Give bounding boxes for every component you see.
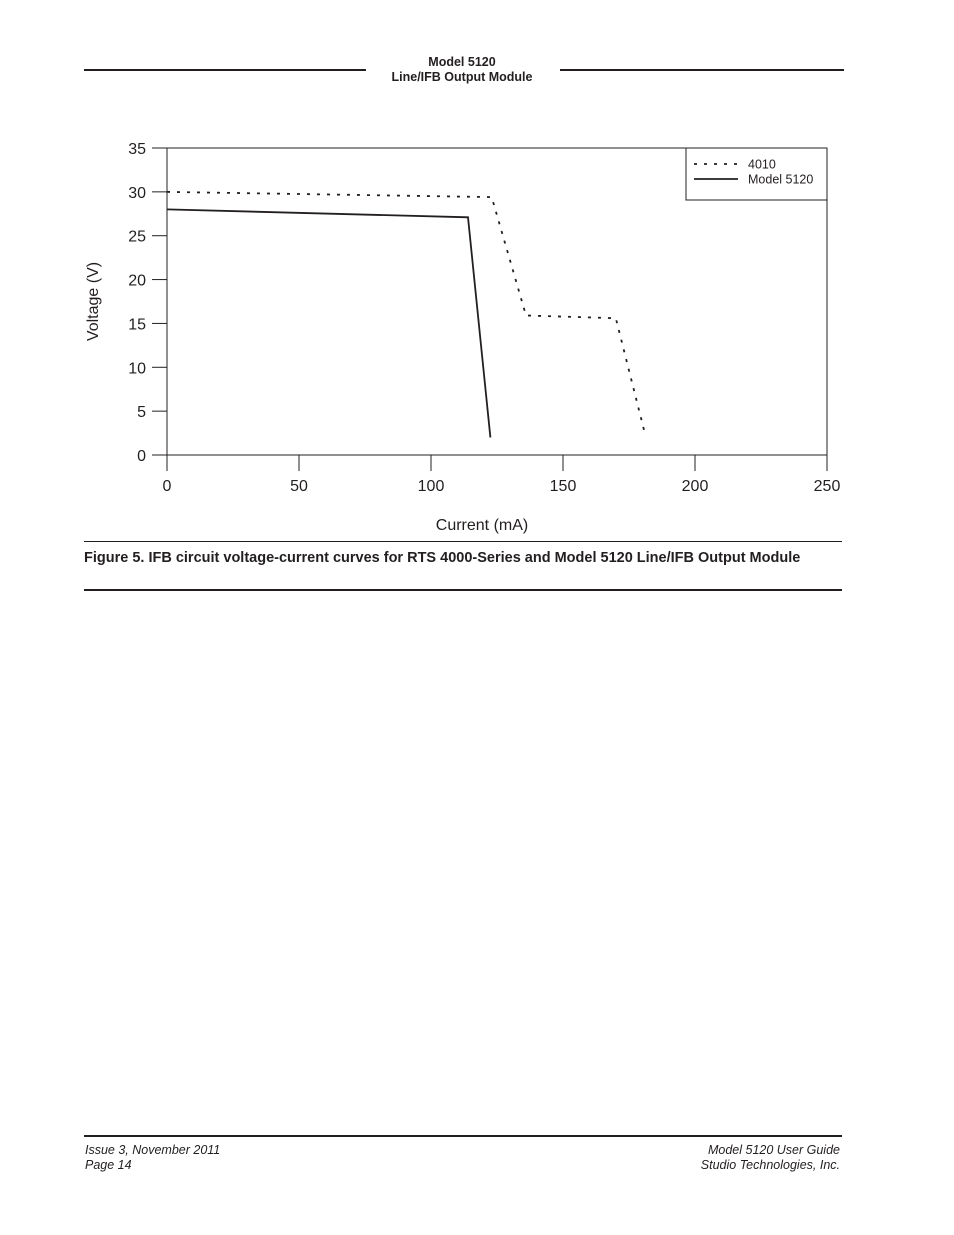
header-product: Line/IFB Output Module xyxy=(391,70,533,84)
header-model: Model 5120 xyxy=(428,55,496,69)
series-line-1 xyxy=(167,192,645,433)
x-axis-label: Current (mA) xyxy=(435,517,529,534)
chart-series xyxy=(167,192,645,438)
x-axis-ticks xyxy=(163,455,841,495)
series-line-2 xyxy=(167,209,490,437)
y-tick-label: 10 xyxy=(128,360,146,378)
x-tick-label: 200 xyxy=(681,478,709,495)
footer-right xyxy=(701,1143,840,1173)
y-axis-label: Voltage (V) xyxy=(85,261,102,342)
caption-rule-top xyxy=(84,541,842,542)
legend-label: 4010 xyxy=(748,157,776,172)
footer-page-number: Page 14 xyxy=(85,1158,132,1172)
footer-issue: Issue 3, November 2011 xyxy=(85,1143,221,1157)
y-axis-ticks xyxy=(128,141,167,465)
voltage-current-chart xyxy=(0,0,954,540)
x-tick-label: 150 xyxy=(549,478,577,495)
y-tick-label: 0 xyxy=(137,448,146,465)
y-tick-label: 30 xyxy=(128,184,146,202)
y-tick-label: 20 xyxy=(128,272,146,290)
caption-rule-bottom xyxy=(84,589,842,591)
footer-company: Studio Technologies, Inc. xyxy=(700,1158,840,1172)
x-tick-label: 0 xyxy=(162,478,172,495)
x-tick-label: 100 xyxy=(417,478,445,495)
x-tick-label: 50 xyxy=(290,478,308,495)
legend-label: Model 5120 xyxy=(748,172,814,187)
footer-left xyxy=(85,1143,220,1173)
footer-rule xyxy=(84,1135,842,1137)
y-tick-label: 25 xyxy=(128,228,146,246)
y-tick-label: 15 xyxy=(128,316,146,334)
footer-guide-title: Model 5120 User Guide xyxy=(707,1143,840,1157)
y-tick-label: 5 xyxy=(137,404,146,422)
y-tick-label: 35 xyxy=(128,141,146,158)
chart-legend xyxy=(686,148,827,200)
figure-caption: Figure 5. IFB circuit voltage-current curves for RTS 4000-Series and Model 5120 Line/IFB Output Module xyxy=(84,550,801,566)
x-tick-label: 250 xyxy=(813,478,841,495)
